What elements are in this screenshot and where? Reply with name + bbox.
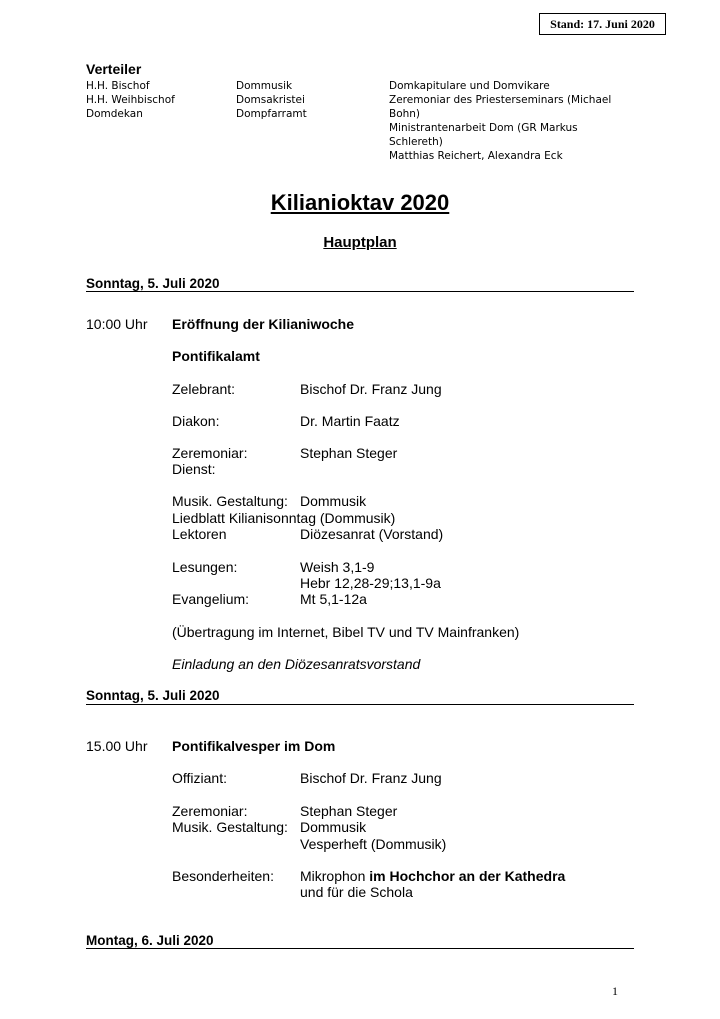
document-title: Kilianioktav 2020 (270, 190, 450, 215)
zelebrant-label: Zelebrant: (172, 381, 236, 397)
event-title-1: Eröffnung der Kilianiwoche (172, 316, 355, 332)
lektoren-label: Lektoren (172, 526, 227, 542)
zeremoniar-value-1: Stephan Steger (300, 445, 398, 461)
zeremoniar-value-2: Stephan Steger (300, 803, 398, 819)
uebertragung-text: (Übertragung im Internet, Bibel TV und TV Mainfranken) (172, 624, 520, 640)
verteiler-entry: H.H. Bischof (86, 80, 150, 92)
liedblatt-text: Liedblatt Kilianisonntag (Dommusik) (172, 510, 396, 526)
verteiler-entry: Ministrantenarbeit Dom (GR Markus (389, 122, 578, 134)
verteiler-entry: Matthias Reichert, Alexandra Eck (389, 150, 563, 162)
time-2: 15.00 Uhr (86, 738, 148, 754)
stand-box: Stand: 17. Juni 2020 (539, 13, 666, 35)
verteiler-entry: Schlereth) (389, 136, 443, 148)
verteiler-entry: H.H. Weihbischof (86, 94, 175, 106)
evangelium-value: Mt 5,1-12a (300, 591, 367, 607)
day-heading-3: Montag, 6. Juli 2020 (86, 933, 214, 948)
dienst-label: Dienst: (172, 461, 216, 477)
besonderheiten-bold: im Hochchor an der Kathedra (369, 868, 566, 884)
verteiler-entry: Bohn) (389, 108, 421, 120)
evangelium-label: Evangelium: (172, 591, 250, 607)
diakon-value: Dr. Martin Faatz (300, 413, 400, 429)
einladung-text: Einladung an den Diözesanratsvorstand (172, 656, 421, 672)
document-subtitle: Hauptplan (323, 234, 397, 251)
verteiler-col-2 (236, 79, 307, 121)
lesungen-label: Lesungen: (172, 559, 238, 575)
day-rule-3 (86, 948, 634, 949)
day-heading-1: Sonntag, 5. Juli 2020 (86, 276, 220, 291)
verteiler-entry: Domkapitulare und Domvikare (389, 80, 550, 92)
besonderheiten-line-2: und für die Schola (300, 884, 413, 900)
day-heading-2: Sonntag, 5. Juli 2020 (86, 688, 220, 703)
verteiler-col-3 (389, 79, 611, 163)
verteiler-entry: Dommusik (236, 80, 293, 92)
verteiler-entry: Zeremoniar des Priesterseminars (Michael (389, 94, 612, 106)
day-rule-2 (86, 704, 634, 705)
time-1: 10:00 Uhr (86, 316, 148, 332)
verteiler-entry: Dompfarramt (236, 108, 307, 120)
lesung-1: Weish 3,1-9 (300, 559, 375, 575)
verteiler-entry: Domsakristei (236, 94, 305, 106)
besonderheiten-label: Besonderheiten: (172, 868, 274, 884)
vesperheft-text: Vesperheft (Dommusik) (300, 836, 447, 852)
verteiler-col-1 (86, 79, 175, 121)
musik-value-2: Dommusik (300, 819, 367, 835)
lektoren-value: Diözesanrat (Vorstand) (300, 526, 444, 542)
zeremoniar-label-2: Zeremoniar: (172, 803, 248, 819)
musik-value-1: Dommusik (300, 493, 367, 509)
zeremoniar-label-1: Zeremoniar: (172, 445, 248, 461)
offiziant-label: Offiziant: (172, 770, 227, 786)
event-title-2: Pontifikalvesper im Dom (172, 738, 336, 754)
besonderheiten-value (300, 868, 565, 884)
page-number: 1 (612, 984, 618, 998)
diakon-label: Diakon: (172, 413, 220, 429)
day-rule-1 (86, 291, 634, 292)
verteiler-entry: Domdekan (86, 108, 143, 120)
offiziant-value: Bischof Dr. Franz Jung (300, 770, 442, 786)
zelebrant-value: Bischof Dr. Franz Jung (300, 381, 442, 397)
besonderheiten-plain: Mikrophon (300, 868, 370, 884)
lesung-2: Hebr 12,28-29;13,1-9a (300, 575, 441, 591)
musik-label-1: Musik. Gestaltung: (172, 493, 288, 509)
verteiler-title: Verteiler (86, 61, 142, 77)
event-subtitle-1: Pontifikalamt (172, 348, 260, 364)
musik-label-2: Musik. Gestaltung: (172, 819, 288, 835)
